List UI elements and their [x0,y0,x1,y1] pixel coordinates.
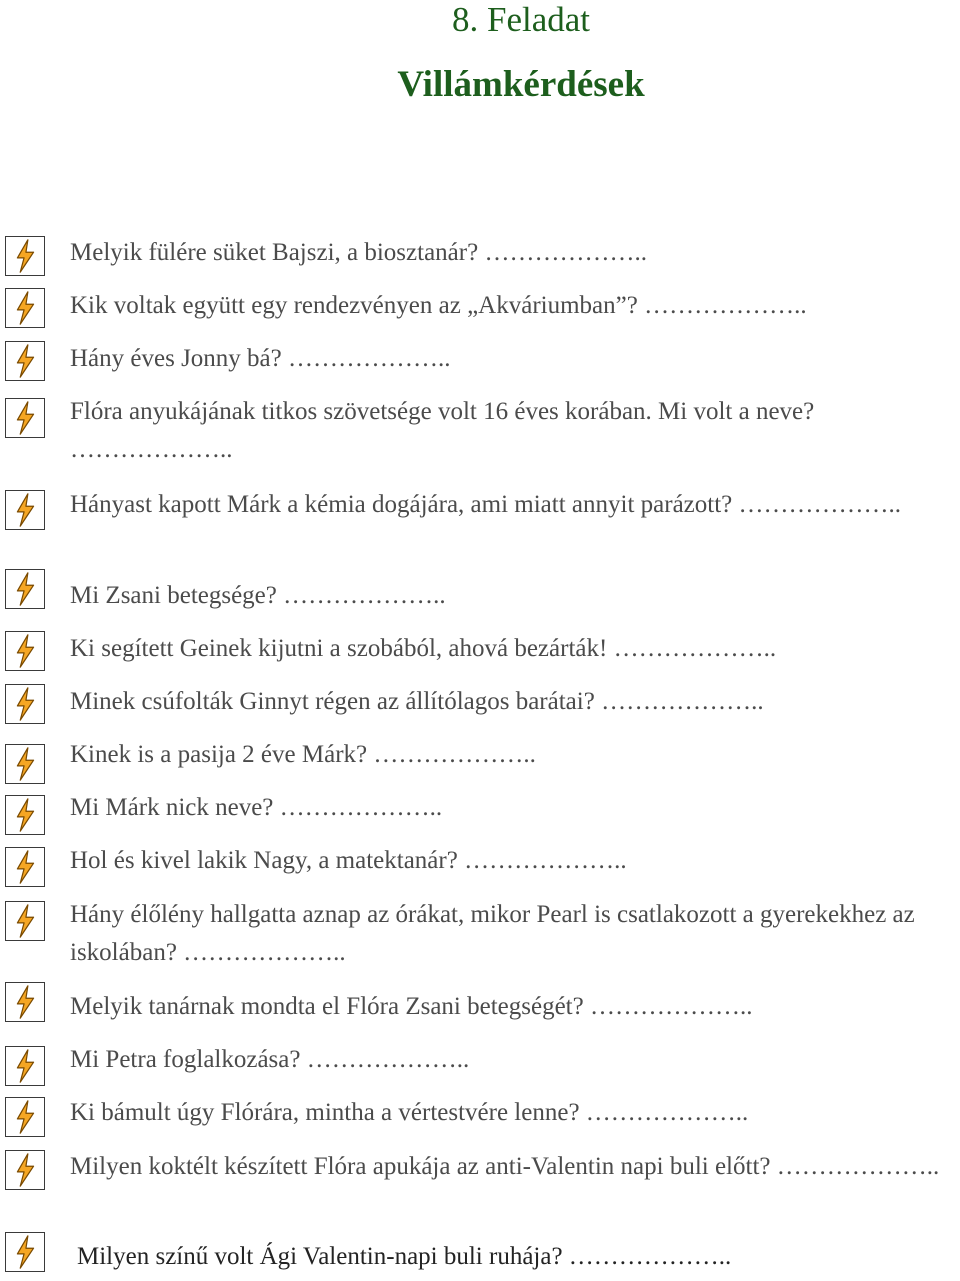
task-number: 8. Feladat [451,0,591,39]
question-text: Kik voltak együtt egy rendezvényen az „Akváriumban”? ……………….. [70,292,807,319]
question-text: Melyik fülére süket Bajszi, a biosztanár? ……………….. [70,239,647,266]
question-text: Flóra anyukájának titkos szövetsége volt 16 éves korában. Mi volt a neve? ……………….. [70,398,815,463]
page-title: Villámkérdések [397,64,645,105]
question-text: Milyen koktélt készített Flóra apukája az anti-Valentin napi buli előtt? ……………….. [70,1153,940,1180]
lightning-bolt-icon [5,901,45,941]
question-text: Hány éves Jonny bá? ……………….. [70,345,451,372]
question-text: Ki bámult úgy Flórára, mintha a vértestvére lenne? ……………….. [70,1099,749,1126]
lightning-bolt-icon [5,744,45,784]
lightning-bolt-icon [5,398,45,438]
lightning-bolt-icon [5,1232,45,1272]
lightning-bolt-icon [5,1046,45,1086]
question-text: Mi Márk nick neve? ……………….. [70,794,443,821]
lightning-bolt-icon [5,982,45,1022]
lightning-bolt-icon [5,569,45,609]
lightning-bolt-icon [5,631,45,671]
question-text: Minek csúfolták Ginnyt régen az állítólagos barátai? ……………….. [70,688,764,715]
question-text: Melyik tanárnak mondta el Flóra Zsani betegségét? ……………….. [70,993,753,1020]
question-text: Kinek is a pasija 2 éve Márk? ……………….. [70,741,536,768]
lightning-bolt-icon [5,341,45,381]
lightning-bolt-icon [5,490,45,530]
question-text: Hány élőlény hallgatta aznap az órákat, mikor Pearl is csatlakozott a gyerekekhez az iskolában? ……………….. [70,901,915,966]
lightning-bolt-icon [5,847,45,887]
lightning-bolt-icon [5,1097,45,1137]
question-text: Hol és kivel lakik Nagy, a matektanár? ……………….. [70,847,627,874]
lightning-bolt-icon [5,795,45,835]
lightning-bolt-icon [5,236,45,276]
lightning-bolt-icon [5,684,45,724]
question-text: Ki segített Geinek kijutni a szobából, ahová bezárták! ……………….. [70,635,777,662]
question-text: Mi Petra foglalkozása? ……………….. [70,1046,470,1073]
lightning-bolt-icon [5,288,45,328]
question-text: Milyen színű volt Ági Valentin-napi buli ruhája? ……………….. [77,1243,732,1270]
question-text: Mi Zsani betegsége? ……………….. [70,582,446,609]
question-text: Hányast kapott Márk a kémia dogájára, ami miatt annyit parázott? ……………….. [70,491,902,518]
lightning-bolt-icon [5,1150,45,1190]
